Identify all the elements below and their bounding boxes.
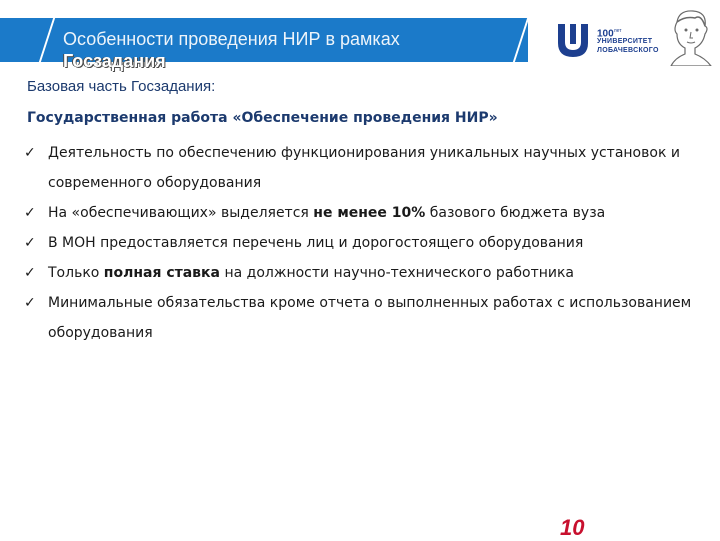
list-item [24,198,704,228]
list-item [24,288,704,348]
page-number: 10 [560,515,585,540]
bullet-text-after: на должности научно-технического работника [220,265,575,281]
bullet-text: Только [48,265,104,281]
header-slash-left [38,16,56,64]
list-item [24,228,704,258]
list-item [24,258,704,288]
logo-100-years: $100^{лет}$ [597,28,622,40]
header-slash-right [512,16,530,64]
checkmark-icon: ✓ [24,145,36,161]
bullet-list [24,138,704,348]
slide-title-line2: Госзадания [63,51,166,71]
logo-text: УНИВЕРСИТЕТ ЛОБАЧЕВСКОГО [597,38,659,54]
list-item [24,138,704,198]
university-logo [555,12,715,62]
portrait-icon [665,8,715,66]
bullet-text-after: базового бюджета вуза [425,205,606,221]
subtitle: Базовая часть Госзадания: [27,78,216,95]
bullet-text: В МОН предоставляется перечень лиц и дорогостоящего оборудования [48,235,584,251]
bullet-text: На «обеспечивающих» выделяется [48,205,314,221]
bullet-text: Деятельность по обеспечению функционирования уникальных научных установок и современного оборудования [48,145,680,191]
slide-title [63,28,503,72]
section-heading: Государственная работа «Обеспечение проведения НИР» [27,110,498,126]
bullet-emphasis: полная ставка [103,265,220,281]
checkmark-icon: ✓ [24,265,36,281]
bullet-emphasis: не менее 10% [313,205,426,221]
university-emblem-icon [555,20,591,60]
checkmark-icon: ✓ [24,235,36,251]
bullet-text: Минимальные обязательства кроме отчета о выполненных работах с использованием оборудования [48,295,692,341]
checkmark-icon: ✓ [24,295,36,311]
checkmark-icon: ✓ [24,205,36,221]
slide-title-line1: Особенности проведения НИР в рамках [63,29,400,49]
